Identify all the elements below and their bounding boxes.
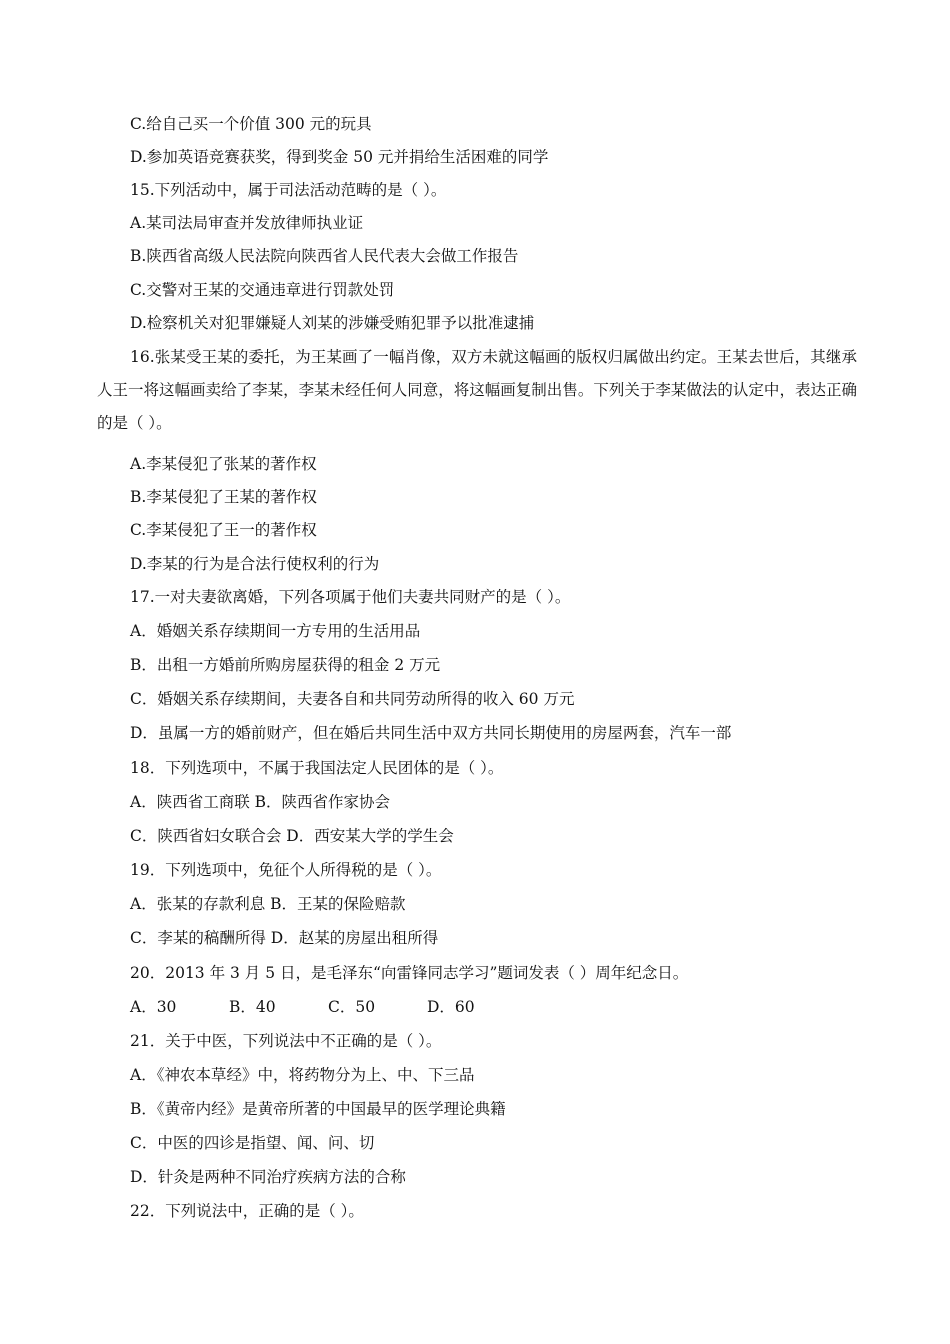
- q17-option-c: C．婚姻关系存续期间，夫妻各自和共同劳动所得的收入 60 万元: [130, 690, 575, 708]
- q20-option-b: B．40: [229, 998, 276, 1016]
- q15-option-d: D.检察机关对犯罪嫌疑人刘某的涉嫌受贿犯罪予以批准逮捕: [130, 314, 535, 332]
- q16-option-b: B.李某侵犯了王某的著作权: [130, 488, 317, 506]
- q22-question: 22．下列说法中，正确的是（ ）。: [130, 1202, 364, 1220]
- q14-option-d: D.参加英语竞赛获奖，得到奖金 50 元并捐给生活困难的同学: [130, 148, 549, 166]
- q16-question: 16.张某受王某的委托，为王某画了一幅肖像，双方未就这幅画的版权归属做出约定。王某去世后，其继承人王一将这幅画卖给了李某，李某未经任何人同意，将这幅画复制出售。下列关于李某做法的认定中，表达正确的是（ ）。: [97, 348, 857, 432]
- q15-option-c: C.交警对王某的交通违章进行罚款处罚: [130, 281, 395, 299]
- q20-question: 20．2013 年 3 月 5 日，是毛泽东“向雷锋同志学习”题词发表（ ）周年纪念日。: [130, 964, 689, 982]
- q21-option-a: A．《神农本草经》中，将药物分为上、中、下三品: [130, 1066, 475, 1084]
- q19-question: 19．下列选项中，免征个人所得税的是（ ）。: [130, 861, 442, 879]
- q20-option-c: C．50: [328, 998, 376, 1016]
- q15-option-a: A.某司法局审查并发放律师执业证: [130, 214, 364, 232]
- q20-option-a: A．30: [130, 998, 177, 1016]
- q18-options-cd: C．陕西省妇女联合会 D．西安某大学的学生会: [130, 827, 454, 845]
- q21-option-b: B．《黄帝内经》是黄帝所著的中国最早的医学理论典籍: [130, 1100, 506, 1118]
- q18-question: 18．下列选项中，不属于我国法定人民团体的是（ ）。: [130, 759, 504, 777]
- q16-option-d: D.李某的行为是合法行使权利的行为: [130, 555, 380, 573]
- q19-options-cd: C．李某的稿酬所得 D．赵某的房屋出租所得: [130, 929, 439, 947]
- q21-question: 21．关于中医，下列说法中不正确的是（ ）。: [130, 1032, 442, 1050]
- q18-options-ab: A．陕西省工商联 B．陕西省作家协会: [130, 793, 391, 811]
- q21-option-d: D．针灸是两种不同治疗疾病方法的合称: [130, 1168, 406, 1186]
- q21-option-c: C．中医的四诊是指望、闻、问、切: [130, 1134, 375, 1152]
- q20-options: [130, 996, 475, 1018]
- q17-option-b: B．出租一方婚前所购房屋获得的租金 2 万元: [130, 656, 441, 674]
- q14-option-c: C.给自己买一个价值 300 元的玩具: [130, 115, 372, 133]
- q17-option-d: D．虽属一方的婚前财产，但在婚后共同生活中双方共同长期使用的房屋两套，汽车一部: [130, 724, 732, 742]
- q15-question: 15.下列活动中，属于司法活动范畴的是（ ）。: [130, 181, 447, 199]
- q16-option-a: A.李某侵犯了张某的著作权: [130, 455, 317, 473]
- q17-question: 17.一对夫妻欲离婚，下列各项属于他们夫妻共同财产的是（ ）。: [130, 588, 571, 606]
- q19-options-ab: A．张某的存款利息 B．王某的保险赔款: [130, 895, 406, 913]
- q17-option-a: A．婚姻关系存续期间一方专用的生活用品: [130, 622, 421, 640]
- q16-option-c: C.李某侵犯了王一的著作权: [130, 521, 317, 539]
- q15-option-b: B.陕西省高级人民法院向陕西省人民代表大会做工作报告: [130, 247, 519, 265]
- q20-option-d: D．60: [427, 998, 475, 1016]
